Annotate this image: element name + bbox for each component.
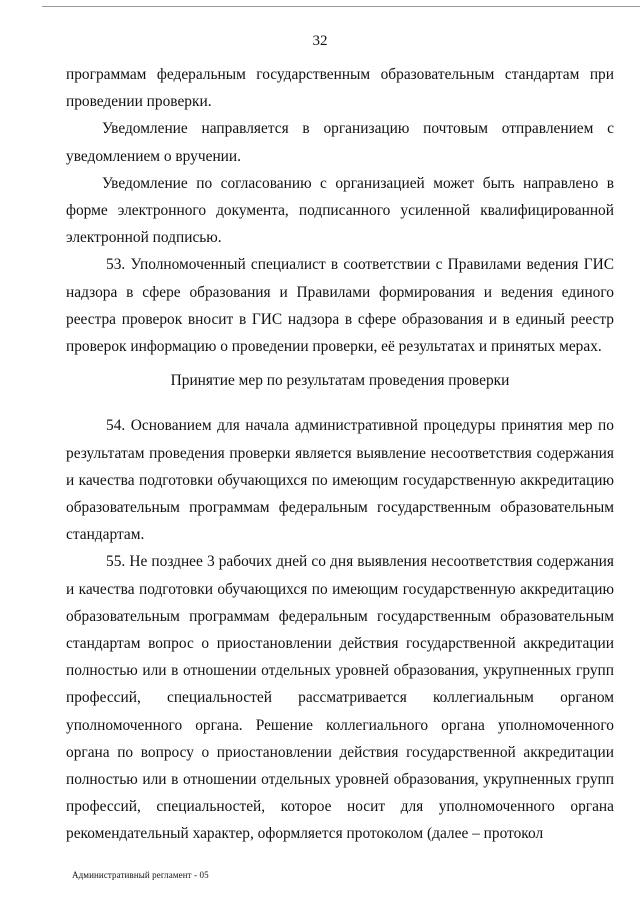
- document-body: [66, 61, 614, 848]
- paragraph-54: 54. Основанием для начала административной процедуры принятия мер по результатам проведения проверки является выявление несоответствия содержания и качества подготовки обучающихся по имеющим государственную аккредитацию образовательным программам федеральным государственным образовательным стандартам.: [66, 417, 614, 544]
- paragraph-notification-mail: Уведомление направляется в организацию почтовым отправлением с уведомлением о вручении.: [66, 120, 614, 165]
- paragraph-53: 53. Уполномоченный специалист в соответствии с Правилами ведения ГИС надзора в сфере образования и Правилами формирования и ведения единого реестра проверок вносит в ГИС надзора в сфере образования и в единый реестр проверок информацию о проведении проверки, её результатах и принятых мерах.: [66, 256, 614, 356]
- paragraph-notification-electronic: Уведомление по согласованию с организацией может быть направлено в форме электронного документа, подписанного усиленной квалифицированной электронной подписью.: [66, 174, 614, 247]
- page-number: 32: [312, 33, 328, 49]
- top-rule: [42, 6, 640, 7]
- paragraph-55: 55. Не позднее 3 рабочих дней со дня выявления несоответствия содержания и качества подготовки обучающихся по имеющим государственную аккредитацию образовательным программам федеральным государственным образовательным стандартам вопрос о приостановлении действия государственной аккредитации полностью или в отношении отдельных уровней образования, укрупненных групп профессий, специальностей рассматривается коллегиальным органом уполномоченного органа. Решение коллегиального органа уполномоченного органа по вопросу о приостановлении действия государственной аккредитации полностью или в отношении отдельных уровней образования, укрупненных групп профессий, специальностей, которое носит для уполномоченного органа рекомендательный характер, оформляется протоколом (далее – протокол: [66, 553, 614, 843]
- footer-document-id: Административный регламент - 05: [72, 870, 209, 880]
- section-heading: Принятие мер по результатам проведения проверки: [170, 372, 510, 390]
- paragraph-continuation: программам федеральным государственным образовательным стандартам при проведении проверки.: [66, 66, 614, 111]
